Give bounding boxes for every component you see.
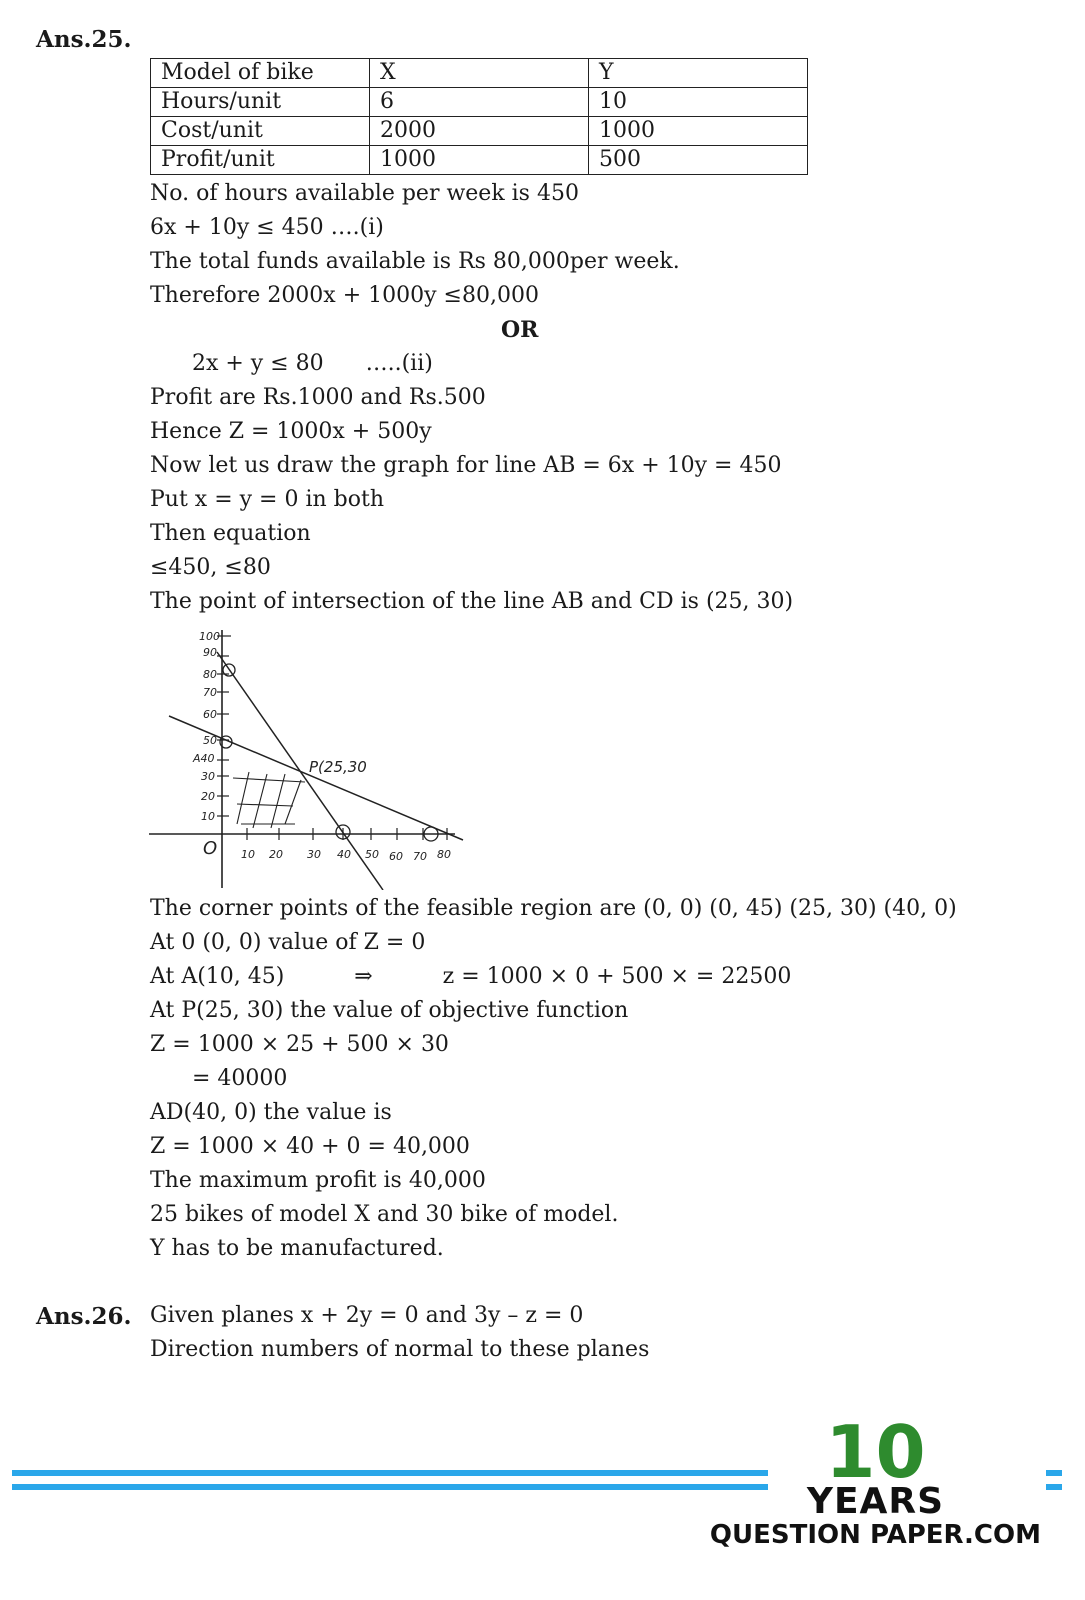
- text-line: At A(10, 45) ⇒ z = 1000 × 0 + 500 × = 22500: [150, 964, 792, 989]
- x-tick-label: 10: [241, 848, 255, 861]
- text-line: At P(25, 30) the value of objective function: [150, 998, 629, 1023]
- text-line: The corner points of the feasible region are (0, 0) (0, 45) (25, 30) (40, 0): [150, 896, 957, 921]
- text-line: = 40000: [150, 1066, 288, 1091]
- point-p-label: P(25,30: [309, 758, 367, 776]
- text-line: The point of intersection of the line AB and CD is (25, 30): [150, 589, 794, 614]
- or-separator: OR: [501, 317, 539, 343]
- text-line: Then equation: [150, 521, 311, 546]
- text-line: Direction numbers of normal to these planes: [150, 1337, 650, 1362]
- table-cell: X: [370, 59, 589, 88]
- table-cell: 6: [370, 88, 589, 117]
- footer-stripe: [1046, 1470, 1062, 1476]
- feasible-region-hatch: [233, 772, 305, 828]
- lpp-graph: [145, 628, 465, 890]
- text-line: Therefore 2000x + 1000y ≤80,000: [150, 283, 539, 308]
- text-line: 6x + 10y ≤ 450 ….(i): [150, 215, 384, 240]
- text-line: Given planes x + 2y = 0 and 3y – z = 0: [150, 1303, 584, 1328]
- text-line: The total funds available is Rs 80,000per week.: [150, 249, 680, 274]
- answer-25-label: Ans.25.: [36, 26, 132, 53]
- text-line: No. of hours available per week is 450: [150, 181, 579, 206]
- text-line: Put x = y = 0 in both: [150, 487, 385, 512]
- site-logo: [709, 1410, 1041, 1550]
- footer-stripe: [1046, 1484, 1062, 1490]
- text-line: At 0 (0, 0) value of Z = 0: [150, 930, 426, 955]
- table-row: [151, 88, 808, 117]
- table-cell: 1000: [589, 117, 808, 146]
- text-line: ≤450, ≤80: [150, 555, 271, 580]
- text-line: The maximum profit is 40,000: [150, 1168, 486, 1193]
- y-tick-label: 60: [203, 708, 217, 721]
- text-line: Hence Z = 1000x + 500y: [150, 419, 432, 444]
- y-tick-label: 80: [203, 668, 217, 681]
- table-row: [151, 146, 808, 175]
- table-cell: 1000: [370, 146, 589, 175]
- text-line: Now let us draw the graph for line AB = 6x + 10y = 450: [150, 453, 782, 478]
- table-cell: Y: [589, 59, 808, 88]
- y-tick-label: 10: [201, 810, 215, 823]
- table-cell: 2000: [370, 117, 589, 146]
- y-tick-label: 90: [203, 646, 217, 659]
- table-cell: Model of bike: [151, 59, 370, 88]
- table-row: [151, 117, 808, 146]
- y-tick-label: 30: [201, 770, 215, 783]
- text-line: Profit are Rs.1000 and Rs.500: [150, 385, 486, 410]
- x-tick-label: 60: [389, 850, 403, 863]
- x-tick-label: 30: [307, 848, 321, 861]
- text-line: 2x + y ≤ 80 …..(ii): [150, 351, 433, 376]
- logo-ten: 10: [825, 1410, 926, 1494]
- origin-label: O: [203, 838, 218, 859]
- y-tick-label: 100: [199, 630, 220, 643]
- x-tick-label: 20: [269, 848, 283, 861]
- table-cell: 500: [589, 146, 808, 175]
- text-line: 25 bikes of model X and 30 bike of model.: [150, 1202, 619, 1227]
- y-tick-label: 70: [203, 686, 217, 699]
- y-tick-label: A40: [193, 752, 215, 765]
- table-row: [151, 59, 808, 88]
- y-tick-label: 20: [201, 790, 215, 803]
- table-cell: Cost/unit: [151, 117, 370, 146]
- x-tick-label: 80: [437, 848, 451, 861]
- logo-years: YEARS: [806, 1481, 945, 1522]
- y-tick-label: 50: [203, 734, 217, 747]
- table-cell: 10: [589, 88, 808, 117]
- table-cell: Profit/unit: [151, 146, 370, 175]
- text-line: AD(40, 0) the value is: [150, 1100, 392, 1125]
- logo-site: QUESTION PAPER.COM: [709, 1520, 1041, 1550]
- text-line: Y has to be manufactured.: [150, 1236, 444, 1261]
- footer-stripe: [12, 1484, 768, 1490]
- text-line: Z = 1000 × 25 + 500 × 30: [150, 1032, 449, 1057]
- table-cell: Hours/unit: [151, 88, 370, 117]
- x-tick-label: 70: [413, 850, 427, 863]
- x-tick-label: 50: [365, 848, 379, 861]
- footer-stripe: [12, 1470, 768, 1476]
- answer-26-label: Ans.26.: [36, 1303, 132, 1330]
- x-tick-label: 40: [337, 848, 351, 861]
- text-line: Z = 1000 × 40 + 0 = 40,000: [150, 1134, 470, 1159]
- bike-table: [150, 58, 808, 175]
